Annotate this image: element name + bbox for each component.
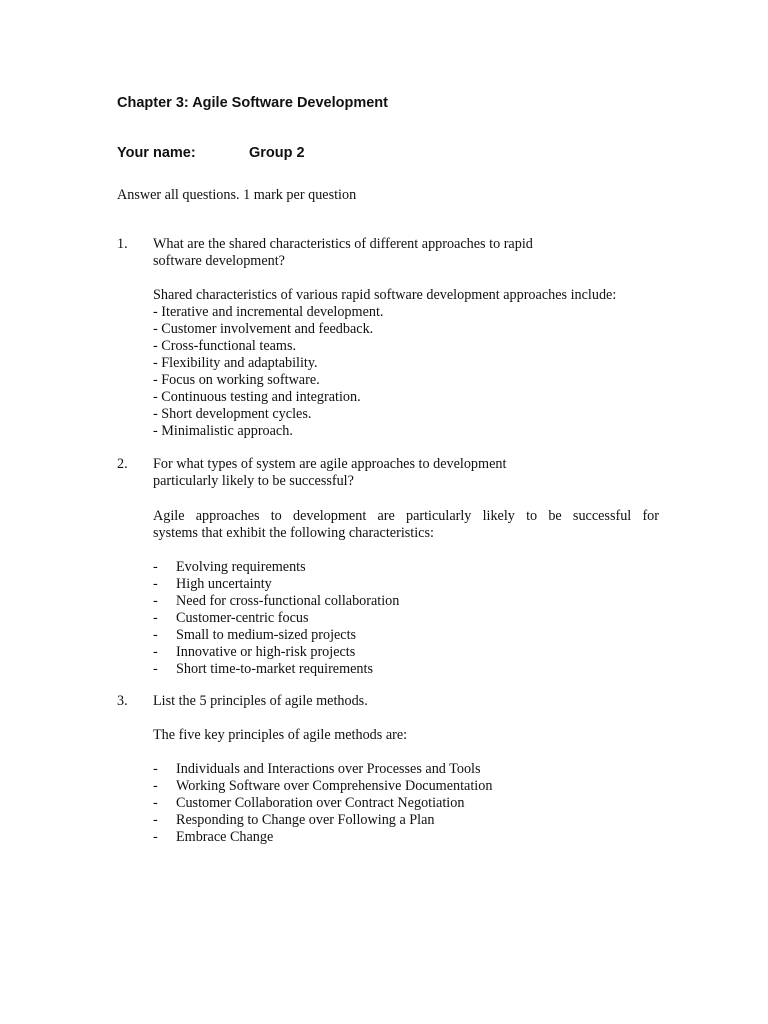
list-item — [153, 610, 673, 627]
list-item-text: Evolving requirements — [176, 559, 306, 575]
answer-2-line-2: systems that exhibit the following characteristics: — [153, 525, 434, 541]
list-item — [153, 627, 673, 644]
question-3-number: 3. — [117, 693, 128, 709]
list-item-text: Working Software over Comprehensive Documentation — [176, 778, 493, 794]
dash-bullet: - — [153, 795, 158, 811]
question-1-line-2: software development? — [153, 253, 285, 269]
question-2-line-1: For what types of system are agile approaches to development — [153, 456, 507, 472]
question-3-text — [153, 693, 593, 710]
list-item — [153, 593, 673, 610]
dash-bullet: - — [153, 761, 158, 777]
list-item — [153, 644, 673, 661]
list-item — [153, 812, 673, 829]
question-2-line-2: particularly likely to be successful? — [153, 473, 354, 489]
list-item — [153, 661, 673, 678]
dash-bullet: - — [153, 778, 158, 794]
list-item — [153, 576, 673, 593]
list-item-text: Customer Collaboration over Contract Negotiation — [176, 795, 465, 811]
question-1-text — [153, 236, 593, 270]
question-1-number: 1. — [117, 236, 128, 252]
answer-2-line-1: Agile approaches to development are particularly likely to be successful for — [153, 508, 659, 524]
dash-bullet: - — [153, 644, 158, 660]
dash-bullet: - — [153, 593, 158, 609]
list-item — [153, 829, 673, 846]
answer-1-item: - Continuous testing and integration. — [153, 389, 361, 405]
dash-bullet: - — [153, 559, 158, 575]
name-label: Your name: — [117, 145, 196, 161]
list-item-text: High uncertainty — [176, 576, 272, 592]
answer-1-intro: Shared characteristics of various rapid software development approaches include: — [153, 287, 617, 303]
group-value: Group 2 — [249, 145, 305, 161]
dash-bullet: - — [153, 661, 158, 677]
answer-1-item: - Iterative and incremental development. — [153, 304, 384, 320]
list-item-text: Responding to Change over Following a Plan — [176, 812, 435, 828]
list-item-text: Embrace Change — [176, 829, 274, 845]
dash-bullet: - — [153, 576, 158, 592]
answer-1-item: - Customer involvement and feedback. — [153, 321, 374, 337]
list-item-text: Need for cross-functional collaboration — [176, 593, 400, 609]
question-1-line-1: What are the shared characteristics of different approaches to rapid — [153, 236, 533, 252]
answer-2 — [153, 508, 659, 542]
list-item-text: Small to medium-sized projects — [176, 627, 357, 643]
answer-1-item: - Focus on working software. — [153, 372, 320, 388]
answer-3 — [153, 727, 659, 744]
dash-bullet: - — [153, 812, 158, 828]
list-item-text: Customer-centric focus — [176, 610, 309, 626]
answer-3-list — [153, 761, 673, 846]
list-item-text: Individuals and Interactions over Processes and Tools — [176, 761, 481, 777]
answer-1-item: - Minimalistic approach. — [153, 423, 293, 439]
list-item — [153, 761, 673, 778]
list-item — [153, 778, 673, 795]
instructions: Answer all questions. 1 mark per question — [117, 187, 357, 203]
list-item-text: Innovative or high-risk projects — [176, 644, 356, 660]
dash-bullet: - — [153, 610, 158, 626]
answer-3-intro: The five key principles of agile methods are: — [153, 727, 408, 743]
list-item — [153, 795, 673, 812]
list-item — [153, 559, 673, 576]
answer-1-item: - Cross-functional teams. — [153, 338, 297, 354]
answer-1 — [153, 287, 659, 440]
answer-1-item: - Short development cycles. — [153, 406, 312, 422]
dash-bullet: - — [153, 829, 158, 845]
dash-bullet: - — [153, 627, 158, 643]
list-item-text: Short time-to-market requirements — [176, 661, 373, 677]
answer-1-item: - Flexibility and adaptability. — [153, 355, 318, 371]
question-2-number: 2. — [117, 456, 128, 472]
question-3-line-1: List the 5 principles of agile methods. — [153, 693, 368, 709]
chapter-title: Chapter 3: Agile Software Development — [117, 95, 388, 111]
answer-2-list — [153, 559, 673, 678]
question-2-text — [153, 456, 593, 490]
